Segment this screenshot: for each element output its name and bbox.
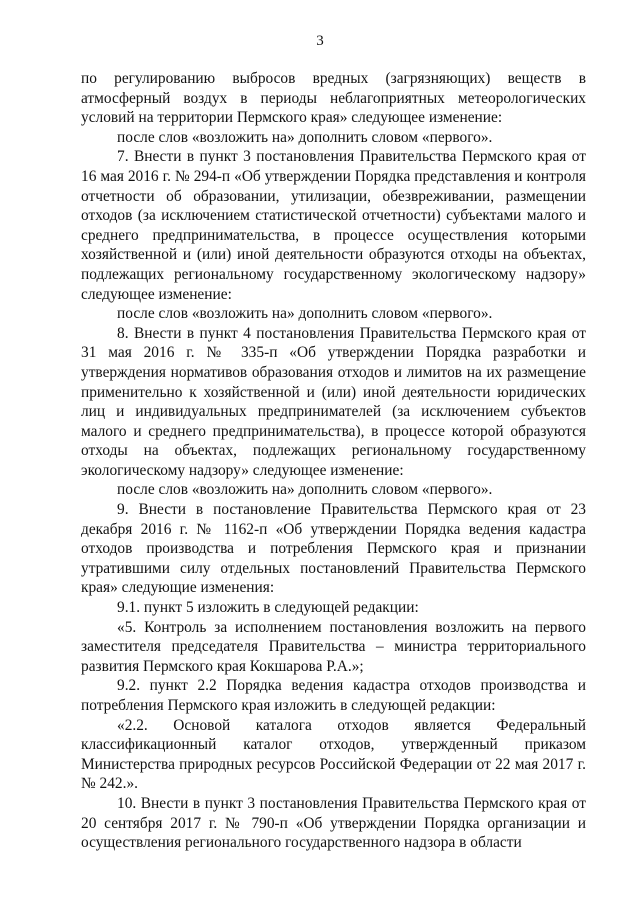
paragraph: «2.2. Основой каталога отходов является Федеральный классификационный каталог отходов, утвержденный приказом Министерства природных ресурсов Российской Федерации от 22 мая 2017 г. № 242.».: [81, 716, 586, 793]
document-body: [81, 69, 586, 853]
paragraph: после слов «возложить на» дополнить словом «первого».: [117, 481, 493, 499]
paragraph: 9. Внести в постановление Правительства Пермского края от 23 декабря 2016 г. № 1162-п «Об утверждении Порядка ведения кадастра отходов производства и потребления Пермского края и признании утратившими силу отдельных постановлений Правительства Пермского края» следующие изменения:: [81, 501, 586, 597]
paragraph: «5. Контроль за исполнением постановления возложить на первого заместителя председателя Правительства – министра территориального развития Пермского края Кокшарова Р.А.»;: [81, 618, 586, 675]
paragraph: 8. Внести в пункт 4 постановления Правительства Пермского края от 31 мая 2016 г. № 335-п «Об утверждении Порядка разработки и утверждения нормативов образования отходов и лимитов на их размещение применительно к хозяйственной и (или) иной деятельности юридических лиц и индивидуальных предпринимателей (за исключением субъектов малого и среднего предпринимательства), в процессе которой образуются отходы на объектах, подлежащих региональному государственному экологическому надзору» следующее изменение:: [81, 324, 586, 479]
paragraph: 7. Внести в пункт 3 постановления Правительства Пермского края от 16 мая 2016 г. № 294-п «Об утверждении Порядка представления и контроля отчетности об образовании, утилизации, обезвреживании, размещении отходов (за исключением статистической отчетности) субъектами малого и среднего предпринимательства, в процессе осуществления которыми хозяйственной и (или) иной деятельности образуются отходы на объектах, подлежащих региональному государственному экологическому надзору» следующее изменение:: [81, 148, 586, 303]
paragraph: по регулированию выбросов вредных (загрязняющих) веществ в атмосферный воздух в периоды неблагоприятных метеорологических условий на территории Пермского края» следующее изменение:: [81, 70, 586, 127]
paragraph: 10. Внести в пункт 3 постановления Правительства Пермского края от 20 сентября 2017 г. № 790-п «Об утверждении Порядка организации и осуществления регионального государственного надзора в области: [81, 794, 586, 852]
paragraph: после слов «возложить на» дополнить словом «первого».: [117, 128, 493, 146]
paragraph: 9.2. пункт 2.2 Порядка ведения кадастра отходов производства и потребления Пермского края изложить в следующей редакции:: [81, 677, 586, 714]
page-number: 3: [316, 33, 324, 49]
paragraph: после слов «возложить на» дополнить словом «первого».: [117, 305, 493, 323]
paragraph: 9.1. пункт 5 изложить в следующей редакции:: [117, 599, 419, 617]
